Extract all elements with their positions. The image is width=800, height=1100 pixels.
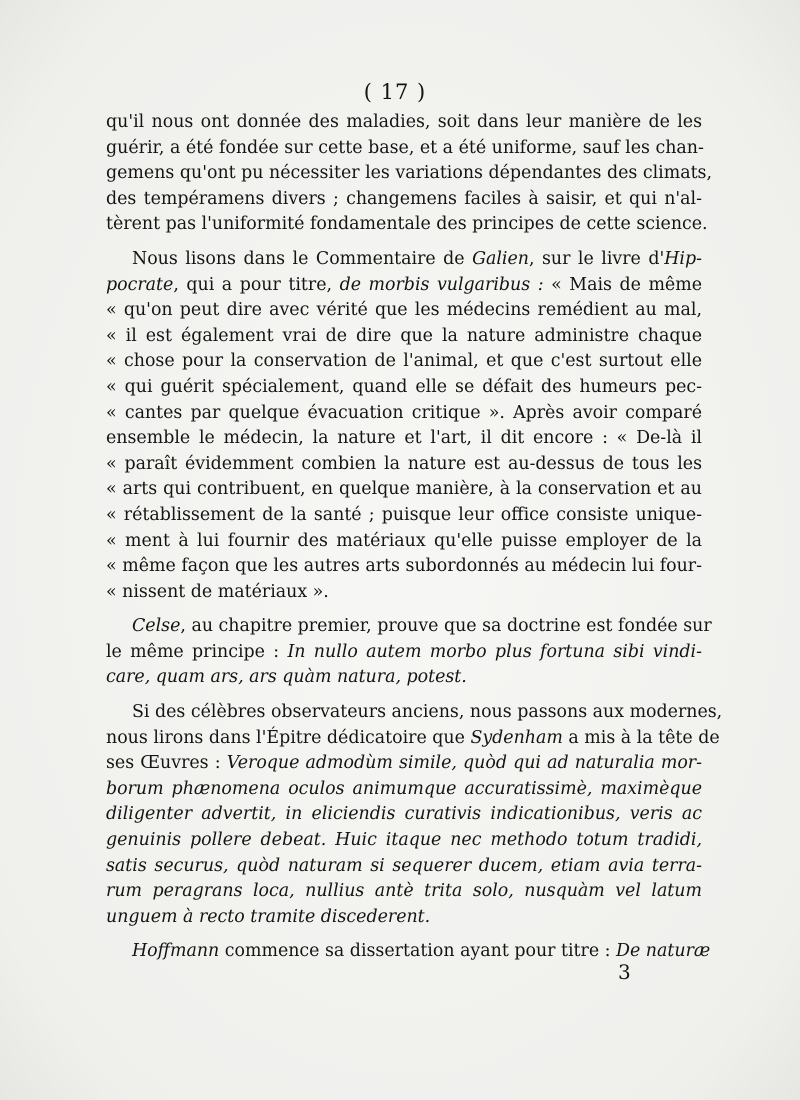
text-line bbox=[106, 751, 702, 777]
italic-text: pocrate bbox=[106, 274, 174, 295]
italic-text: Hip- bbox=[664, 248, 702, 269]
text-line bbox=[106, 273, 702, 299]
italic-text: Veroque admodùm simile, quòd qui ad naturalia mor- bbox=[226, 753, 702, 774]
text-run: ensemble le médecin, la nature et l'art, il dit encore : « De-là il bbox=[106, 428, 702, 449]
text-run: « chose pour la conservation de l'animal, et que c'est surtout elle bbox=[106, 351, 702, 372]
text-line bbox=[106, 426, 702, 452]
paragraph bbox=[106, 110, 713, 238]
text-line bbox=[106, 503, 702, 529]
text-run: Nous lisons dans le Commentaire de bbox=[132, 248, 473, 269]
text-line bbox=[106, 324, 702, 350]
text-line bbox=[106, 110, 702, 136]
italic-text: In nullo autem morbo plus fortuna sibi vindi- bbox=[287, 641, 702, 662]
italic-text: unguem à recto tramite discederent. bbox=[106, 906, 431, 927]
italic-text: satis securus, quòd naturam si sequerer ducem, etiam avia terra- bbox=[106, 855, 702, 876]
text-line bbox=[106, 349, 702, 375]
text-run: commence sa dissertation ayant pour titre : bbox=[219, 941, 617, 962]
text-run: « qu'on peut dire avec vérité que les médecins remédient au mal, bbox=[106, 300, 702, 321]
paragraph bbox=[106, 614, 712, 691]
text-run: guérir, a été fondée sur cette base, et a été uniforme, sauf les chan- bbox=[106, 137, 704, 158]
text-line bbox=[106, 777, 702, 803]
text-line bbox=[106, 554, 702, 580]
text-run: tèrent pas l'uniformité fondamentale des principes de cette science. bbox=[106, 214, 708, 235]
text-line bbox=[106, 580, 702, 606]
italic-text: Hoffmann bbox=[132, 941, 220, 962]
paragraph bbox=[106, 247, 702, 605]
text-run: « ment à lui fournir des matériaux qu'elle puisse employer de la bbox=[106, 530, 702, 551]
text-run: , qui a pour titre, bbox=[173, 274, 340, 295]
text-run: a mis à la tête de bbox=[562, 727, 720, 748]
text-run: , sur le livre d' bbox=[528, 248, 665, 269]
text-run: « paraît évidemment combien la nature est au-dessus de tous les bbox=[106, 453, 702, 474]
text-run: gemens qu'ont pu nécessiter les variations dépendantes des climats, bbox=[106, 163, 713, 184]
text-run: « nissent de matériaux ». bbox=[106, 581, 329, 602]
text-run: « qui guérit spécialement, quand elle se défait des humeurs pec- bbox=[106, 376, 702, 397]
text-run: , au chapitre premier, prouve que sa doctrine est fondée sur bbox=[180, 616, 712, 637]
text-line bbox=[106, 828, 702, 854]
text-line bbox=[106, 700, 723, 726]
paragraph bbox=[106, 700, 723, 930]
text-line bbox=[106, 854, 702, 880]
body-text bbox=[106, 110, 723, 965]
italic-text: de morbis vulgaribus : bbox=[339, 274, 544, 295]
text-run: « arts qui contribuent, en quelque manière, à la conservation et au bbox=[106, 479, 702, 500]
text-line bbox=[106, 939, 711, 965]
text-line bbox=[106, 477, 702, 503]
text-run: « cantes par quelque évacuation critique ». Après avoir comparé bbox=[106, 402, 702, 423]
italic-text: diligenter advertit, in eliciendis curativis indicationibus, veris ac bbox=[106, 804, 702, 825]
page-number: ( 17 ) bbox=[363, 80, 427, 104]
paragraph bbox=[106, 939, 711, 965]
text-line bbox=[106, 212, 708, 238]
text-line bbox=[106, 529, 702, 555]
text-line bbox=[106, 298, 702, 324]
text-line bbox=[106, 136, 702, 162]
text-run: nous lirons dans l'Épitre dédicatoire que bbox=[106, 727, 471, 748]
text-line bbox=[106, 726, 720, 752]
text-line bbox=[106, 247, 702, 273]
text-line bbox=[106, 187, 702, 213]
text-line bbox=[106, 802, 702, 828]
italic-text: borum phænomena oculos animumque accuratissimè, maximèque bbox=[106, 778, 702, 799]
text-line bbox=[106, 665, 702, 691]
text-run: Si des célèbres observateurs anciens, nous passons aux modernes, bbox=[132, 702, 723, 723]
text-run: « il est également vrai de dire que la nature administre chaque bbox=[106, 325, 702, 346]
text-run: « même façon que les autres arts subordonnés au médecin lui four- bbox=[106, 556, 702, 577]
text-run: « rétablissement de la santé ; puisque leur office consiste unique- bbox=[106, 504, 702, 525]
text-run: qu'il nous ont donnée des maladies, soit dans leur manière de les bbox=[106, 112, 702, 132]
text-line bbox=[106, 452, 702, 478]
text-run: des tempéramens divers ; changemens faciles à saisir, et qui n'al- bbox=[106, 188, 702, 209]
italic-text: Galien bbox=[472, 248, 529, 269]
italic-text: Celse bbox=[132, 616, 181, 637]
italic-text: rum peragrans loca, nullius antè trita solo, nusquàm vel latum bbox=[106, 881, 702, 902]
signature-mark: 3 bbox=[618, 960, 631, 984]
italic-text: Sydenham bbox=[470, 727, 563, 748]
text-line bbox=[106, 905, 702, 931]
text-run: le même principe : bbox=[106, 641, 288, 662]
italic-text: De naturæ bbox=[616, 941, 711, 962]
text-line bbox=[106, 640, 702, 666]
italic-text: genuinis pollere debeat. Huic itaque nec methodo totum tradidi, bbox=[106, 830, 702, 851]
italic-text: care, quam ars, ars quàm natura, potest. bbox=[106, 667, 467, 688]
text-line bbox=[106, 161, 713, 187]
text-line bbox=[106, 879, 702, 905]
text-line bbox=[106, 614, 712, 640]
text-line bbox=[106, 401, 702, 427]
text-run: ses Œuvres : bbox=[106, 753, 227, 774]
text-run: « Mais de même bbox=[543, 274, 703, 295]
text-line bbox=[106, 375, 702, 401]
